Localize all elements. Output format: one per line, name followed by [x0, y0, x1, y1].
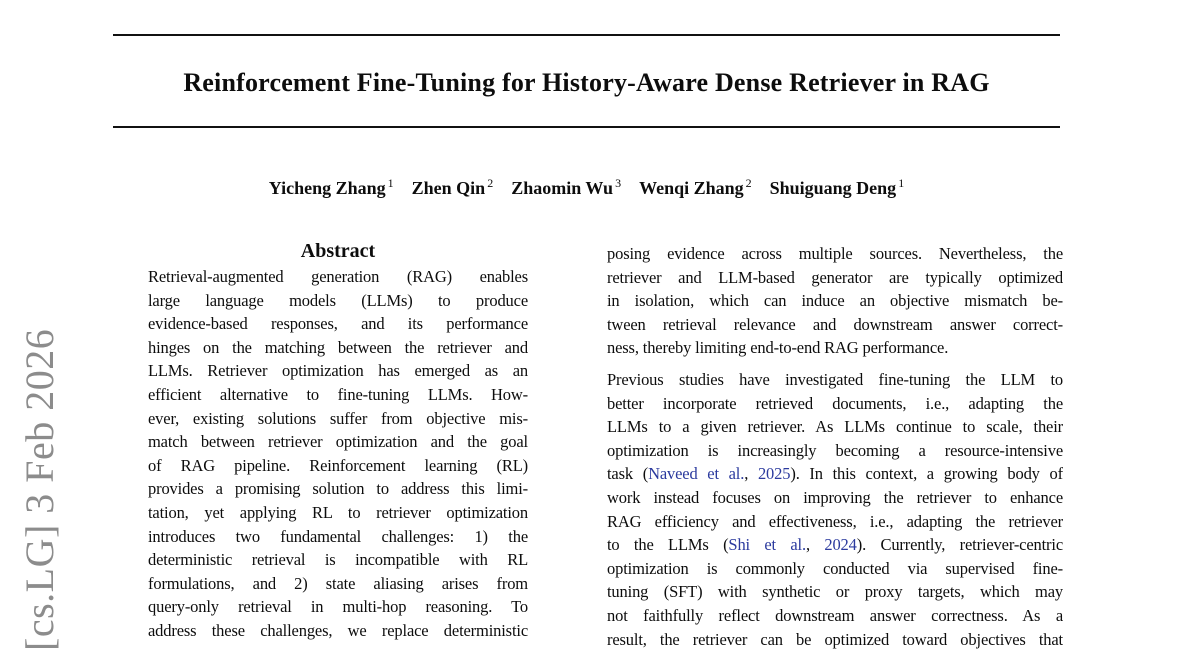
citation-link[interactable]: 2025 — [758, 464, 790, 483]
abstract-heading: Abstract — [148, 240, 528, 262]
author-list — [113, 170, 1060, 201]
text-line: introduces two fundamental challenges: 1) the — [148, 525, 528, 549]
text-line: task (Naveed et al., 2025). In this context, a growing body of — [607, 462, 1063, 486]
title-rule-bottom — [113, 126, 1060, 128]
author-affiliation: 2 — [746, 176, 752, 190]
body-paragraph — [607, 368, 1063, 651]
title-rule-top — [113, 34, 1060, 36]
text-line: address these challenges, we replace deterministic — [148, 619, 528, 643]
author-affiliation: 3 — [615, 176, 621, 190]
page-title: Reinforcement Fine-Tuning for History-Aware Dense Retriever in RAG — [113, 66, 1060, 100]
abstract-column — [148, 240, 528, 643]
text-line: ever, existing solutions suffer from objective mis- — [148, 407, 528, 431]
citation-link[interactable]: Shi et al. — [728, 535, 806, 554]
text-line: evidence-based responses, and its performance — [148, 312, 528, 336]
text-line: of RAG pipeline. Reinforcement learning (RL) — [148, 454, 528, 478]
body-column — [607, 240, 1063, 651]
text-line: LLMs. Retriever optimization has emerged as an — [148, 359, 528, 383]
text-line: Previous studies have investigated fine-tuning the LLM to — [607, 368, 1063, 392]
arxiv-watermark: [cs.LG] 3 Feb 2026 — [16, 329, 64, 651]
citation-link[interactable]: Naveed et al. — [648, 464, 744, 483]
text-line: hinges on the matching between the retriever and — [148, 336, 528, 360]
author-name: Zhaomin Wu $^3$ — [511, 178, 621, 198]
text-line: match between retriever optimization and the goal — [148, 430, 528, 454]
citation-link[interactable]: 2024 — [824, 535, 856, 554]
text-line: formulations, and 2) state aliasing arises from — [148, 572, 528, 596]
text-line: better incorporate retrieved documents, i.e., adapting the — [607, 392, 1063, 416]
text-line: tween retrieval relevance and downstream answer correct- — [607, 313, 1063, 337]
author-name: Zhen Qin $^2$ — [412, 178, 494, 198]
text-line: work instead focuses on improving the retriever to enhance — [607, 486, 1063, 510]
text-line: posing evidence across multiple sources. Nevertheless, the — [607, 242, 1063, 266]
text-line: efficient alternative to fine-tuning LLMs. How- — [148, 383, 528, 407]
text-line: result, the retriever can be optimized toward objectives that — [607, 628, 1063, 651]
text-line: tation, yet applying RL to retriever optimization — [148, 501, 528, 525]
text-line: to the LLMs (Shi et al., 2024). Currently, retriever-centric — [607, 533, 1063, 557]
text-line: tuning (SFT) with synthetic or proxy targets, which may — [607, 580, 1063, 604]
abstract-text — [148, 265, 528, 643]
text-line: in isolation, which can induce an objective mismatch be- — [607, 289, 1063, 313]
author-name: Shuiguang Deng $^1$ — [770, 178, 905, 198]
text-line: ness, thereby limiting end-to-end RAG performance. — [607, 336, 1063, 360]
text-line: LLMs to a given retriever. As LLMs continue to scale, their — [607, 415, 1063, 439]
text-line: deterministic retrieval is incompatible with RL — [148, 548, 528, 572]
text-line: optimization is increasingly becoming a resource-intensive — [607, 439, 1063, 463]
author-affiliation: 1 — [898, 176, 904, 190]
author-affiliation: 2 — [487, 176, 493, 190]
author-affiliation: 1 — [388, 176, 394, 190]
text-line: large language models (LLMs) to produce — [148, 289, 528, 313]
text-line: optimization is commonly conducted via supervised fine- — [607, 557, 1063, 581]
text-line: RAG efficiency and effectiveness, i.e., adapting the retriever — [607, 510, 1063, 534]
text-line: provides a promising solution to address this limi- — [148, 477, 528, 501]
author-name: Wenqi Zhang $^2$ — [639, 178, 752, 198]
text-line: query-only retrieval in multi-hop reasoning. To — [148, 595, 528, 619]
text-line: retriever and LLM-based generator are typically optimized — [607, 266, 1063, 290]
author-name: Yicheng Zhang $^1$ — [269, 178, 394, 198]
text-line: not faithfully reflect downstream answer correctness. As a — [607, 604, 1063, 628]
body-paragraph — [607, 242, 1063, 360]
text-line: Retrieval-augmented generation (RAG) enables — [148, 265, 528, 289]
